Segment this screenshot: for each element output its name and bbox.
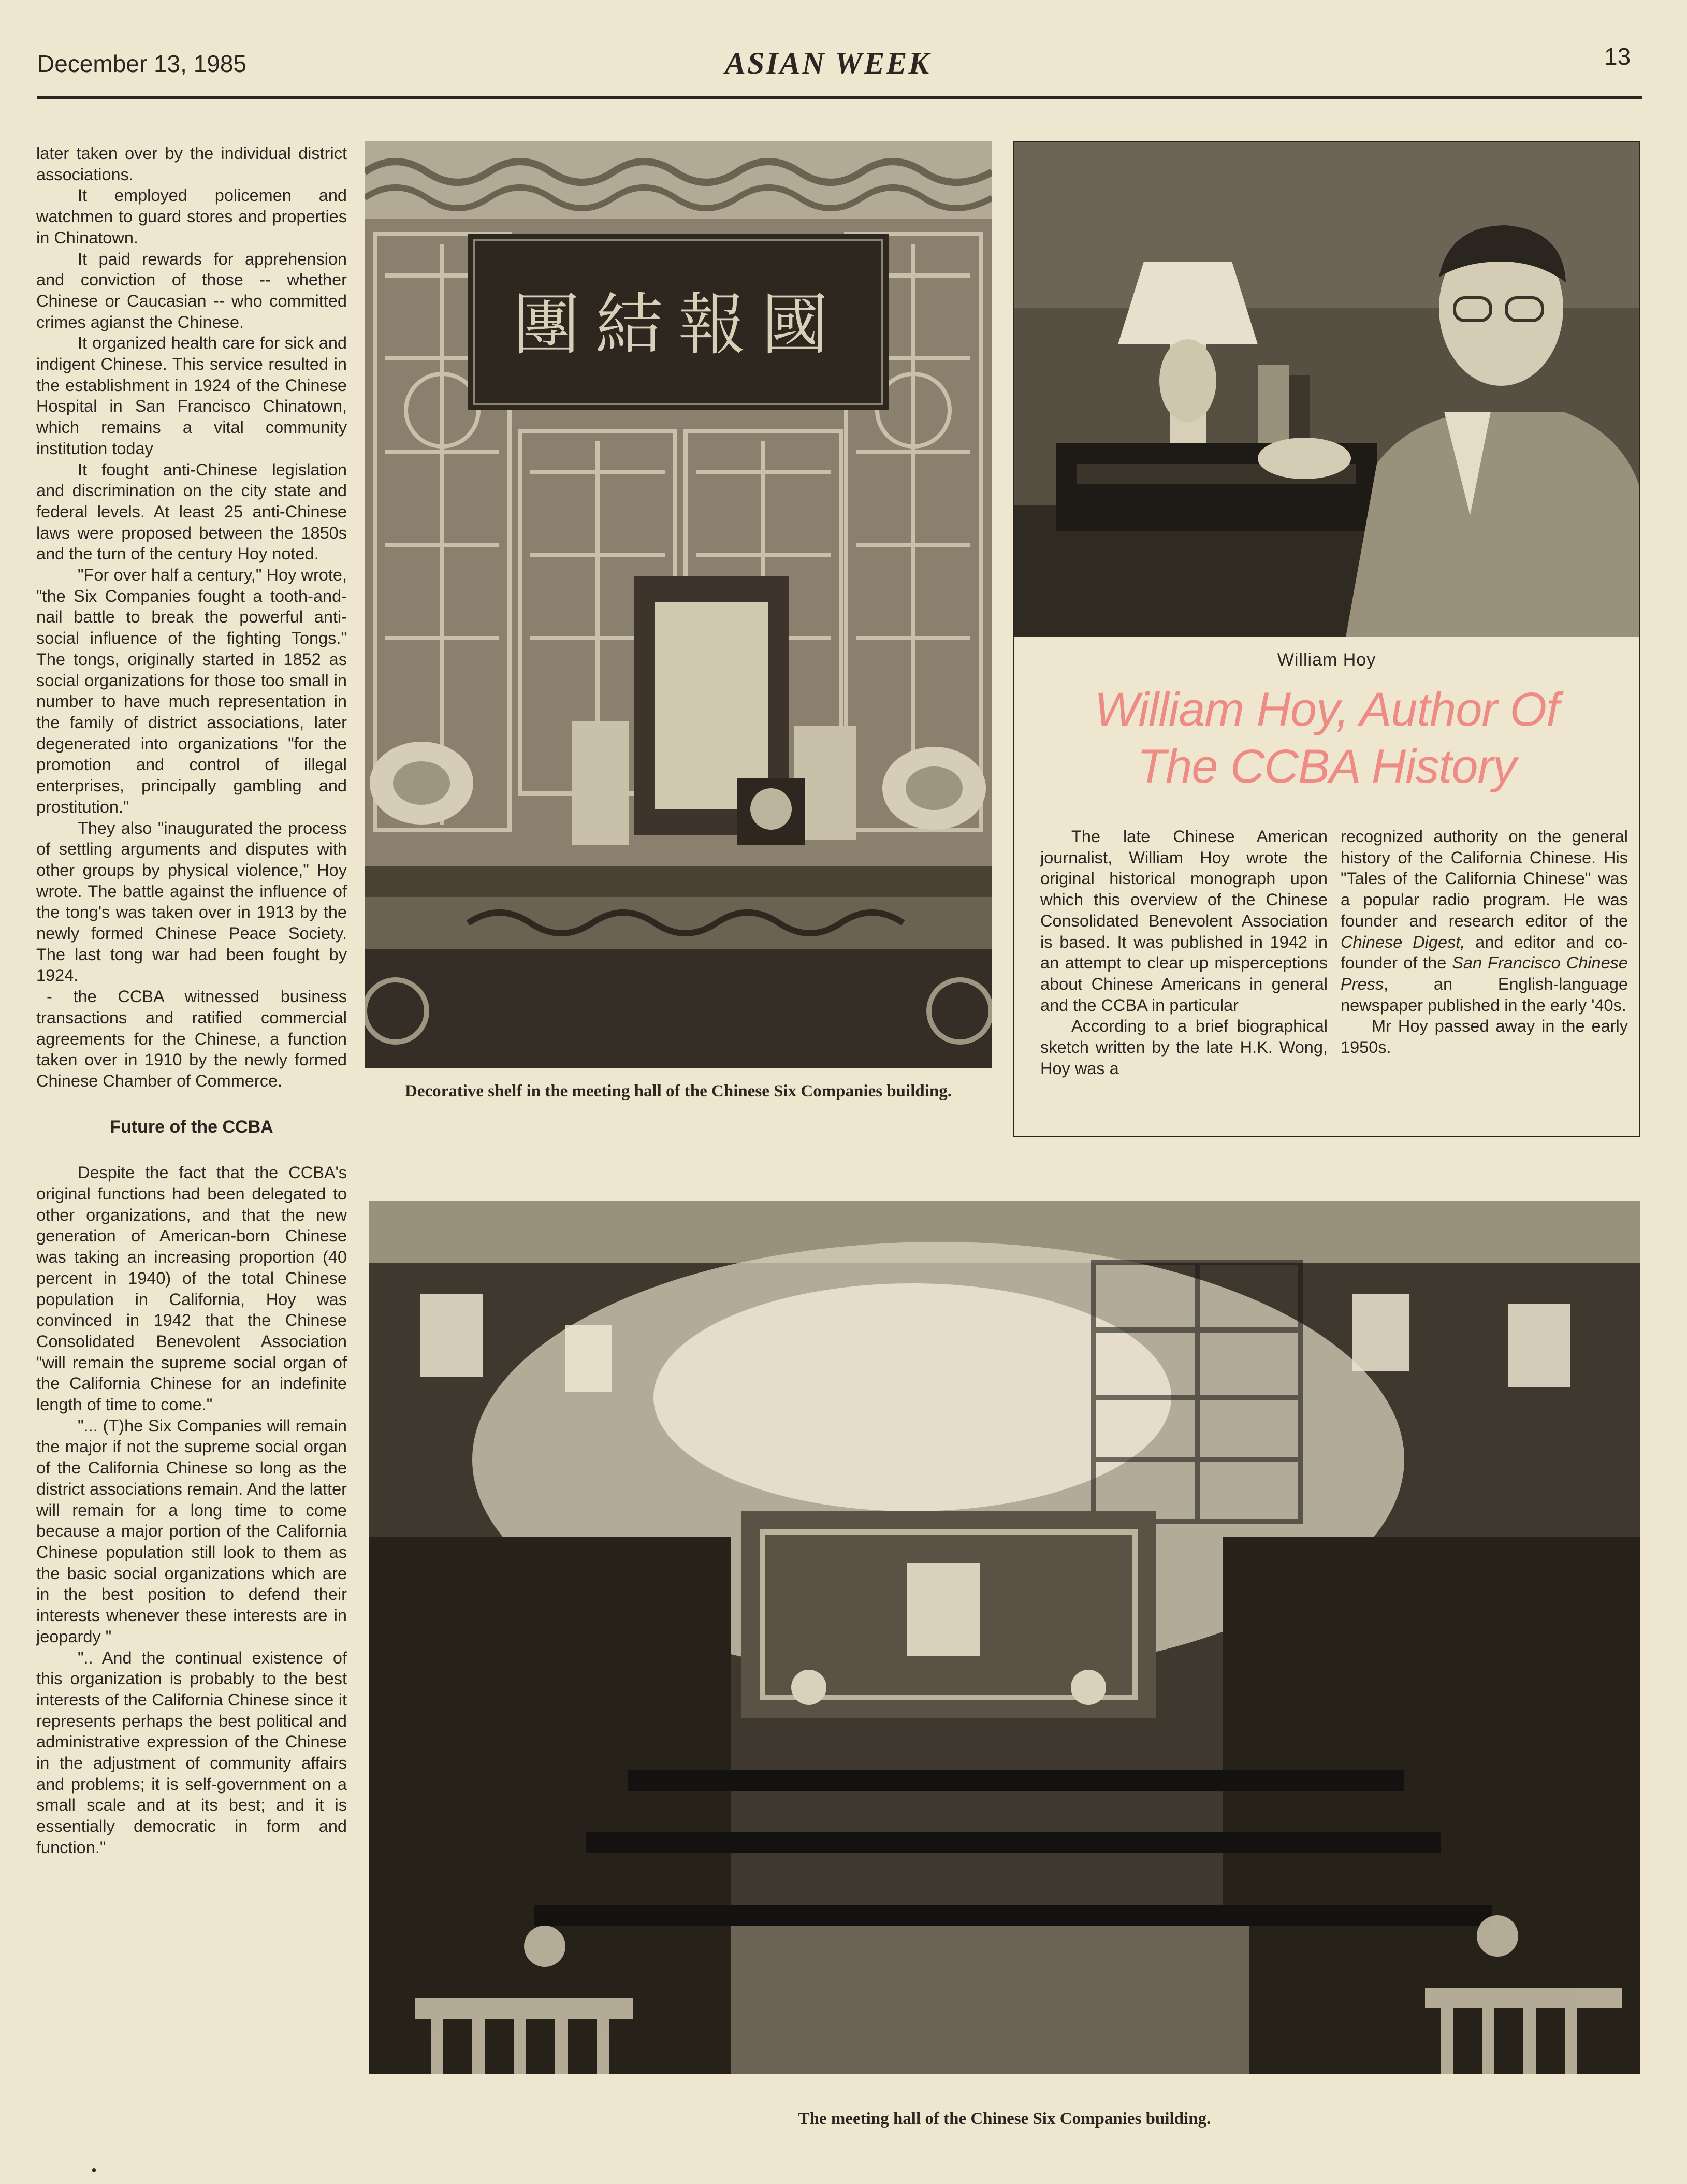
- page-number: 13: [1604, 43, 1631, 70]
- paragraph: [1341, 826, 1628, 1016]
- text-run: and editor and co-founder of the: [1341, 932, 1628, 973]
- article-headline: William Hoy, Author Of The CCBA History: [1094, 683, 1559, 793]
- paragraph: They also "inaugurated the process of settling arguments and disputes with other groups by physical violence," Hoy wrote. The battle against the influence of the tong's was taken over in 1913 by the newly formed Chinese Peace Society. The last tong war had been fought by 1924.: [36, 818, 347, 985]
- paragraph: The late Chinese American journalist, William Hoy wrote the original historical monograph upon which this overview of the Chinese Consolidated Benevolent Association is based. It was published in 1942 in an attempt to clear up misperceptions about Chinese Americans in general and the CCBA in particular: [1040, 827, 1328, 1015]
- article-box: [1013, 141, 1640, 1137]
- paragraph: ".. And the continual existence of this organization is probably to the best interests of the California Chinese since it represents perhaps the best political and administrative expression of the Chinese in the adjustment of community affairs and problems; it is self-government on a small scale and at its best; and it is essentially democratic in form and function.": [36, 1648, 347, 1857]
- publication-name: ASIAN WEEK: [725, 46, 931, 80]
- paragraph: - the CCBA witnessed business transactions and ratified commercial agreements for the Chinese, a function taken over in 1910 by the newly formed Chinese Chamber of Commerce.: [36, 987, 347, 1090]
- william-hoy-portrait: [1014, 142, 1639, 637]
- paragraph: Mr Hoy passed away in the early 1950s.: [1341, 1017, 1628, 1057]
- issue-date: December 13, 1985: [37, 50, 247, 77]
- paragraph: Despite the fact that the CCBA's original functions had been delegated to other organizations, and that the new generation of American-born Chinese was taking an increasing proportion (40 percent in 1940) of the total Chinese population in California, Hoy was convinced in 1942 that the Chinese Consolidated Benevolent Association "will remain the supreme social organ of the California Chinese for an indefinite length of time to come.": [36, 1163, 347, 1414]
- text-run: recognized authority on the general history of the California Chinese. His "Tales of the California Chinese" was a popular radio program. He was founder and research editor of the: [1341, 827, 1628, 930]
- meeting-hall-photo: [369, 1201, 1640, 2074]
- paragraph: According to a brief biographical sketch written by the late H.K. Wong, Hoy was a: [1040, 1017, 1328, 1078]
- page-mark: [92, 2168, 96, 2172]
- article-column-2: [1341, 826, 1628, 1058]
- shelf-photo-caption: Decorative shelf in the meeting hall of the Chinese Six Companies building.: [404, 1082, 952, 1101]
- article-column-1: [1040, 826, 1328, 1079]
- paragraph: It employed policemen and watchmen to guard stores and properties in Chinatown.: [36, 186, 347, 247]
- paragraph: It fought anti-Chinese legislation and discrimination on the city state and federal levels. At least 25 anti-Chinese laws were proposed between the 1850s and the turn of the century Hoy noted.: [36, 460, 347, 563]
- publication-title: San Francisco Chinese Press: [1341, 953, 1628, 993]
- left-text-column: [36, 143, 347, 1858]
- subhead: Future of the CCBA: [110, 1117, 273, 1137]
- masthead-rule: [37, 96, 1642, 99]
- decorative-shelf-photo: [365, 141, 992, 1068]
- paragraph: "... (T)he Six Companies will remain the major if not the supreme social organ of the California Chinese so long as the district associations remain. And the latter will remain for a long time to come because a major portion of the California Chinese population still look to them as the basic social organizations which are in the best position to defend their interests whenever these interests are in jeopardy ": [36, 1416, 347, 1646]
- hall-photo-caption: The meeting hall of the Chinese Six Companies building.: [798, 2109, 1211, 2128]
- paragraph: It organized health care for sick and indigent Chinese. This service resulted in the establishment in 1924 of the Chinese Hospital in San Francisco Chinatown, which remains a vital community institution today: [36, 334, 347, 458]
- publication-title: Chinese Digest,: [1341, 932, 1465, 951]
- paragraph: later taken over by the individual district associations.: [36, 144, 347, 184]
- paragraph: It paid rewards for apprehension and conviction of those -- whether Chinese or Caucasian -- who committed crimes agianst the Chinese.: [36, 249, 347, 331]
- plaque-text: 團結報國: [512, 285, 845, 364]
- paragraph: "For over half a century," Hoy wrote, "the Six Companies fought a tooth-and-nail battle to break the powerful anti-social influence of the fighting Tongs." The tongs, originally started in 1852 as social organizations for those too small in number to have much representation in the family of district associations, later degenerated into organizations "for the promotion and control of illegal enterprises, principally gambling and prostitution.": [36, 566, 347, 816]
- text-run: , an English-language newspaper published in the early '40s.: [1341, 974, 1628, 1015]
- photo-credit-name: William Hoy: [1277, 650, 1376, 670]
